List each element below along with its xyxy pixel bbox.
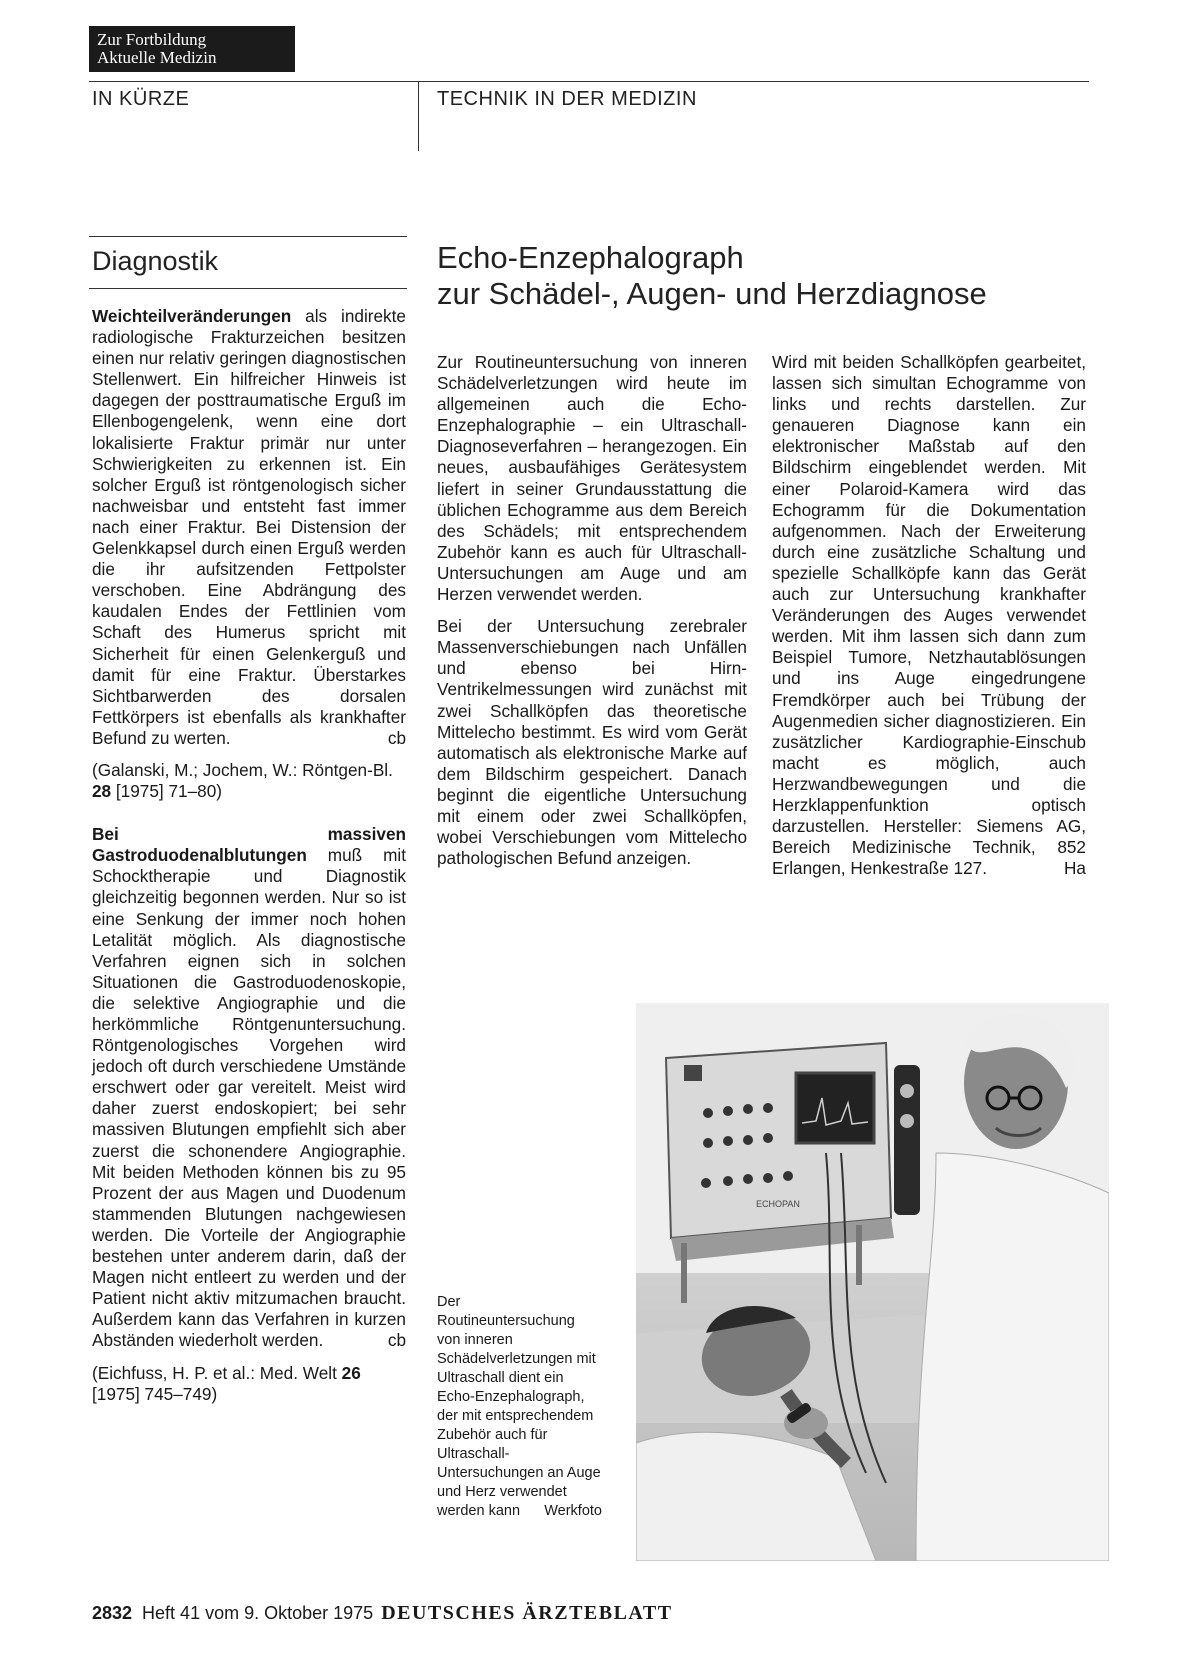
ref-2-pages: [1975] 745–749) <box>92 1383 218 1404</box>
caption-credit: Werkfoto <box>544 1503 602 1519</box>
left-item-1 <box>92 306 406 749</box>
ref-1-volume: 28 <box>92 781 112 802</box>
article-col1-para-1: Zur Routineuntersuchung von inneren Schädelverletzungen wird heute im allgemeinen auch die Echo-Enzephalographie – ein Ultraschall-Diagnoseverfahren – herangezogen. Ein neues, ausbaufähiges Gerätesystem liefert in seiner Grundausstattung die üblichen Echogramme aus dem Bereich des Schädels; mit entsprechendem Zubehör kann es auch für Ultraschall-Untersuchungen am Auge und am Herzen verwendet werden. <box>437 352 747 605</box>
left-item-2-lead: Bei massiven Gastroduodenalblutungen <box>92 824 406 866</box>
top-rule <box>89 81 1089 82</box>
article-col2-text: Wird mit beiden Schallköpfen gearbeitet, lassen sich simultan Echogramme von links und rechts darstellen. Zur genaueren Diagnose kann ein elektronischer Maßstab auf den Bildschirm eingeblendet werden. Mit einer Polaroid-Kamera wird das Echogramm für die Dokumentation aufgenommen. Nach der Erweiterung durch eine zusätzliche Schaltung und spezielle Schallköpfe kann das Gerät auch zur Untersuchung krankhafter Veränderungen des Auges verwendet werden. Mit ihm lassen sich dann zum Beispiel Tumore, Netzhautablösungen und ins Auge eingedrungene Fremdkörper auch bei Trübung der Augenmedien sicher diagnostizieren. Ein zusätzlicher Kardiographie-Einschub macht es möglich, auch Herzwandbewegungen und die Herzklappenfunktion optisch darzustellen. Hersteller: Siemens AG, Bereich Medizinische Technik, 852 Erlangen, Henkestraße 127. <box>772 352 1086 879</box>
left-item-2-text: muß mit Schocktherapie und Diagnostik gleichzeitig begonnen werden. Nur so ist eine Senkung der immer noch hohen Letalität möglich. Als diagnostische Verfahren eignen sich in solchen Situationen die Gastroduodenoskopie, die selektive Angiographie und die herkömmliche Röntgenuntersuchung. Röntgenologisches Vorgehen wird jedoch oft durch verschiedene Umstände erschwert oder gar vereitelt. Meist wird daher zuerst endoskopiert; bei sehr massiven Blutungen empfiehlt sich aber zuerst die schonendere Angiographie. Mit beiden Methoden können bis zu 95 Prozent der aus Magen und Duodenum stammenden Blutungen nachgewiesen werden. Die Vorteile der Angiographie bestehen unter anderem darin, daß der Magen nicht entleert zu werden und der Patient nicht aktiv mitzumachen braucht. Außerdem kann das Verfahren in kurzen Abständen wiederholt werden. <box>92 845 406 1351</box>
page-footer <box>92 1602 673 1625</box>
page-number: 2832 <box>92 1603 133 1623</box>
article-photo <box>636 1003 1109 1561</box>
article-title-line-2: zur Schädel-, Augen- und Herzdiagnose <box>437 276 987 311</box>
left-item-1-lead: Weichteilveränderungen <box>92 306 292 326</box>
ref-1-citation: (Galanski, M.; Jochem, W.: Röntgen-Bl. <box>92 759 393 780</box>
section-stamp <box>89 26 295 72</box>
left-item-2 <box>92 824 406 1351</box>
article-col1-para-2: Bei der Untersuchung zerebraler Massenverschiebungen nach Unfällen und ebenso bei Hirn-Ventrikelmessungen wird zunächst mit zwei Schallköpfen das theoretische Mittelecho bestimmt. Es wird vom Gerät automatisch als elektronische Marke auf dem Bildschirm gespeichert. Danach beginnt die eigentliche Untersuchung mit einem oder zwei Schallköpfen, wobei Verschiebungen vom Mittelecho pathologischen Befund anzeigen. <box>437 616 747 869</box>
article-column-1 <box>437 352 747 869</box>
photo-illustration <box>636 1003 1109 1561</box>
caption-text: Der Routineuntersuchung von inneren Schädelverletzungen mit Ultraschall dient ein Echo-Enzephalograph, der mit entsprechendem Zubehör auch für Ultraschall-Untersuchungen an Auge und Herz verwendet werden kann <box>437 1294 601 1519</box>
section-label-right: TECHNIK IN DER MEDIZIN <box>437 88 697 110</box>
issue-info: Heft 41 vom 9. Oktober 1975 <box>142 1603 374 1623</box>
section-label-left: IN KÜRZE <box>92 88 190 110</box>
left-item-2-signature: cb <box>387 1330 406 1351</box>
article-title <box>437 240 1087 312</box>
device-label: ECHOPAN <box>756 1199 800 1209</box>
column-divider <box>418 81 419 151</box>
left-column <box>92 306 406 1405</box>
stamp-line-2: Aktuelle Medizin <box>97 48 217 67</box>
ref-2-volume: 26 <box>341 1362 361 1383</box>
photo-caption <box>437 1293 602 1521</box>
article-col2-para-1 <box>772 352 1086 879</box>
stamp-line-1: Zur Fortbildung <box>97 30 207 49</box>
left-item-1-reference <box>92 760 406 802</box>
article-col2-signature: Ha <box>1064 858 1086 879</box>
left-item-1-text: als indirekte radiologische Frakturzeichen besitzen einen nur relativ geringen diagnostischen Stellenwert. Ein hilfreicher Hinweis ist dagegen der posttraumatische Erguß im Ellenbogengelenk, wenn eine dort lokalisierte Fraktur primär nur unter Schwierigkeiten zu erkennen ist. Ein solcher Erguß ist röntgenologisch sicher nachweisbar und entsteht fast immer nach einer Fraktur. Bei Distension der Gelenkkapsel durch einen Erguß werden die ihr aufsitzenden Fettpolster verschoben. Eine Abdrängung des kaudalen Endes der Fettlinien vom Schaft des Humerus spricht mit Sicherheit für einen Gelenkerguß und damit für eine Fraktur. Überstarkes Sichtbarwerden des dorsalen Fettkörpers ist ebenfalls als krankhafter Befund zu werten. <box>92 306 406 748</box>
ref-1-pages: [1975] 71–80) <box>111 781 222 802</box>
article-title-line-1: Echo-Enzephalograph <box>437 240 744 275</box>
ref-2-citation: (Eichfuss, H. P. et al.: Med. Welt <box>92 1362 342 1383</box>
left-item-2-reference <box>92 1363 406 1405</box>
article-column-2 <box>772 352 1086 879</box>
journal-name: DEUTSCHES ÄRZTEBLATT <box>381 1602 673 1624</box>
left-heading: Diagnostik <box>92 246 219 276</box>
left-heading-rule-bottom <box>89 288 407 289</box>
left-heading-rule-top <box>89 236 407 237</box>
left-item-1-signature: cb <box>387 727 406 748</box>
